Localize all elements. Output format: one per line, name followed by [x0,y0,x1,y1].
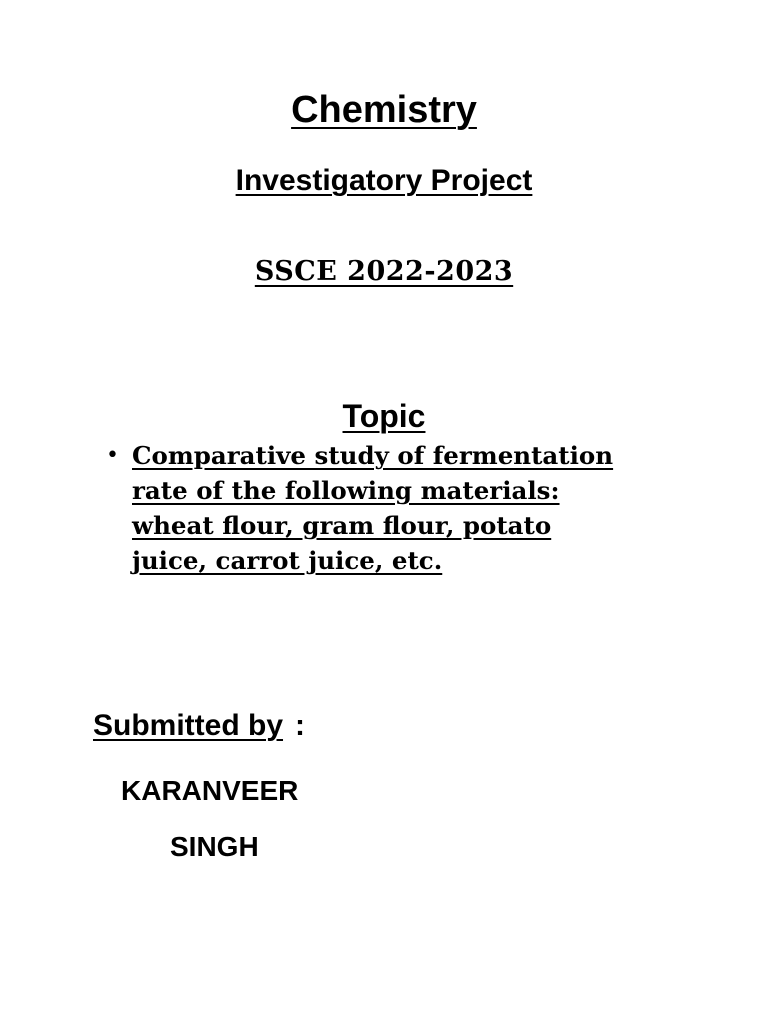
student-name-first: KARANVEER [121,775,299,806]
document-title: Chemistry [291,89,477,131]
topic-list-item [106,438,706,578]
topic-line: Comparative study of fermentation [132,441,614,470]
topic-list [106,438,706,578]
session-label: SSCE 2022-2023 [254,256,514,287]
bullet-icon: • [106,443,119,468]
submitted-by-label: Submitted by [93,709,284,742]
topic-line: juice, carrot juice, etc. [132,546,443,575]
topic-line: rate of the following materials: [132,476,560,505]
submitted-by-heading [93,706,305,746]
document-subtitle: Investigatory Project [235,164,533,197]
topic-heading: Topic [342,398,426,434]
submitted-by-colon: : [295,709,306,742]
student-name-last: SINGH [170,831,259,862]
topic-line: wheat flour, gram flour, potato [132,511,552,540]
